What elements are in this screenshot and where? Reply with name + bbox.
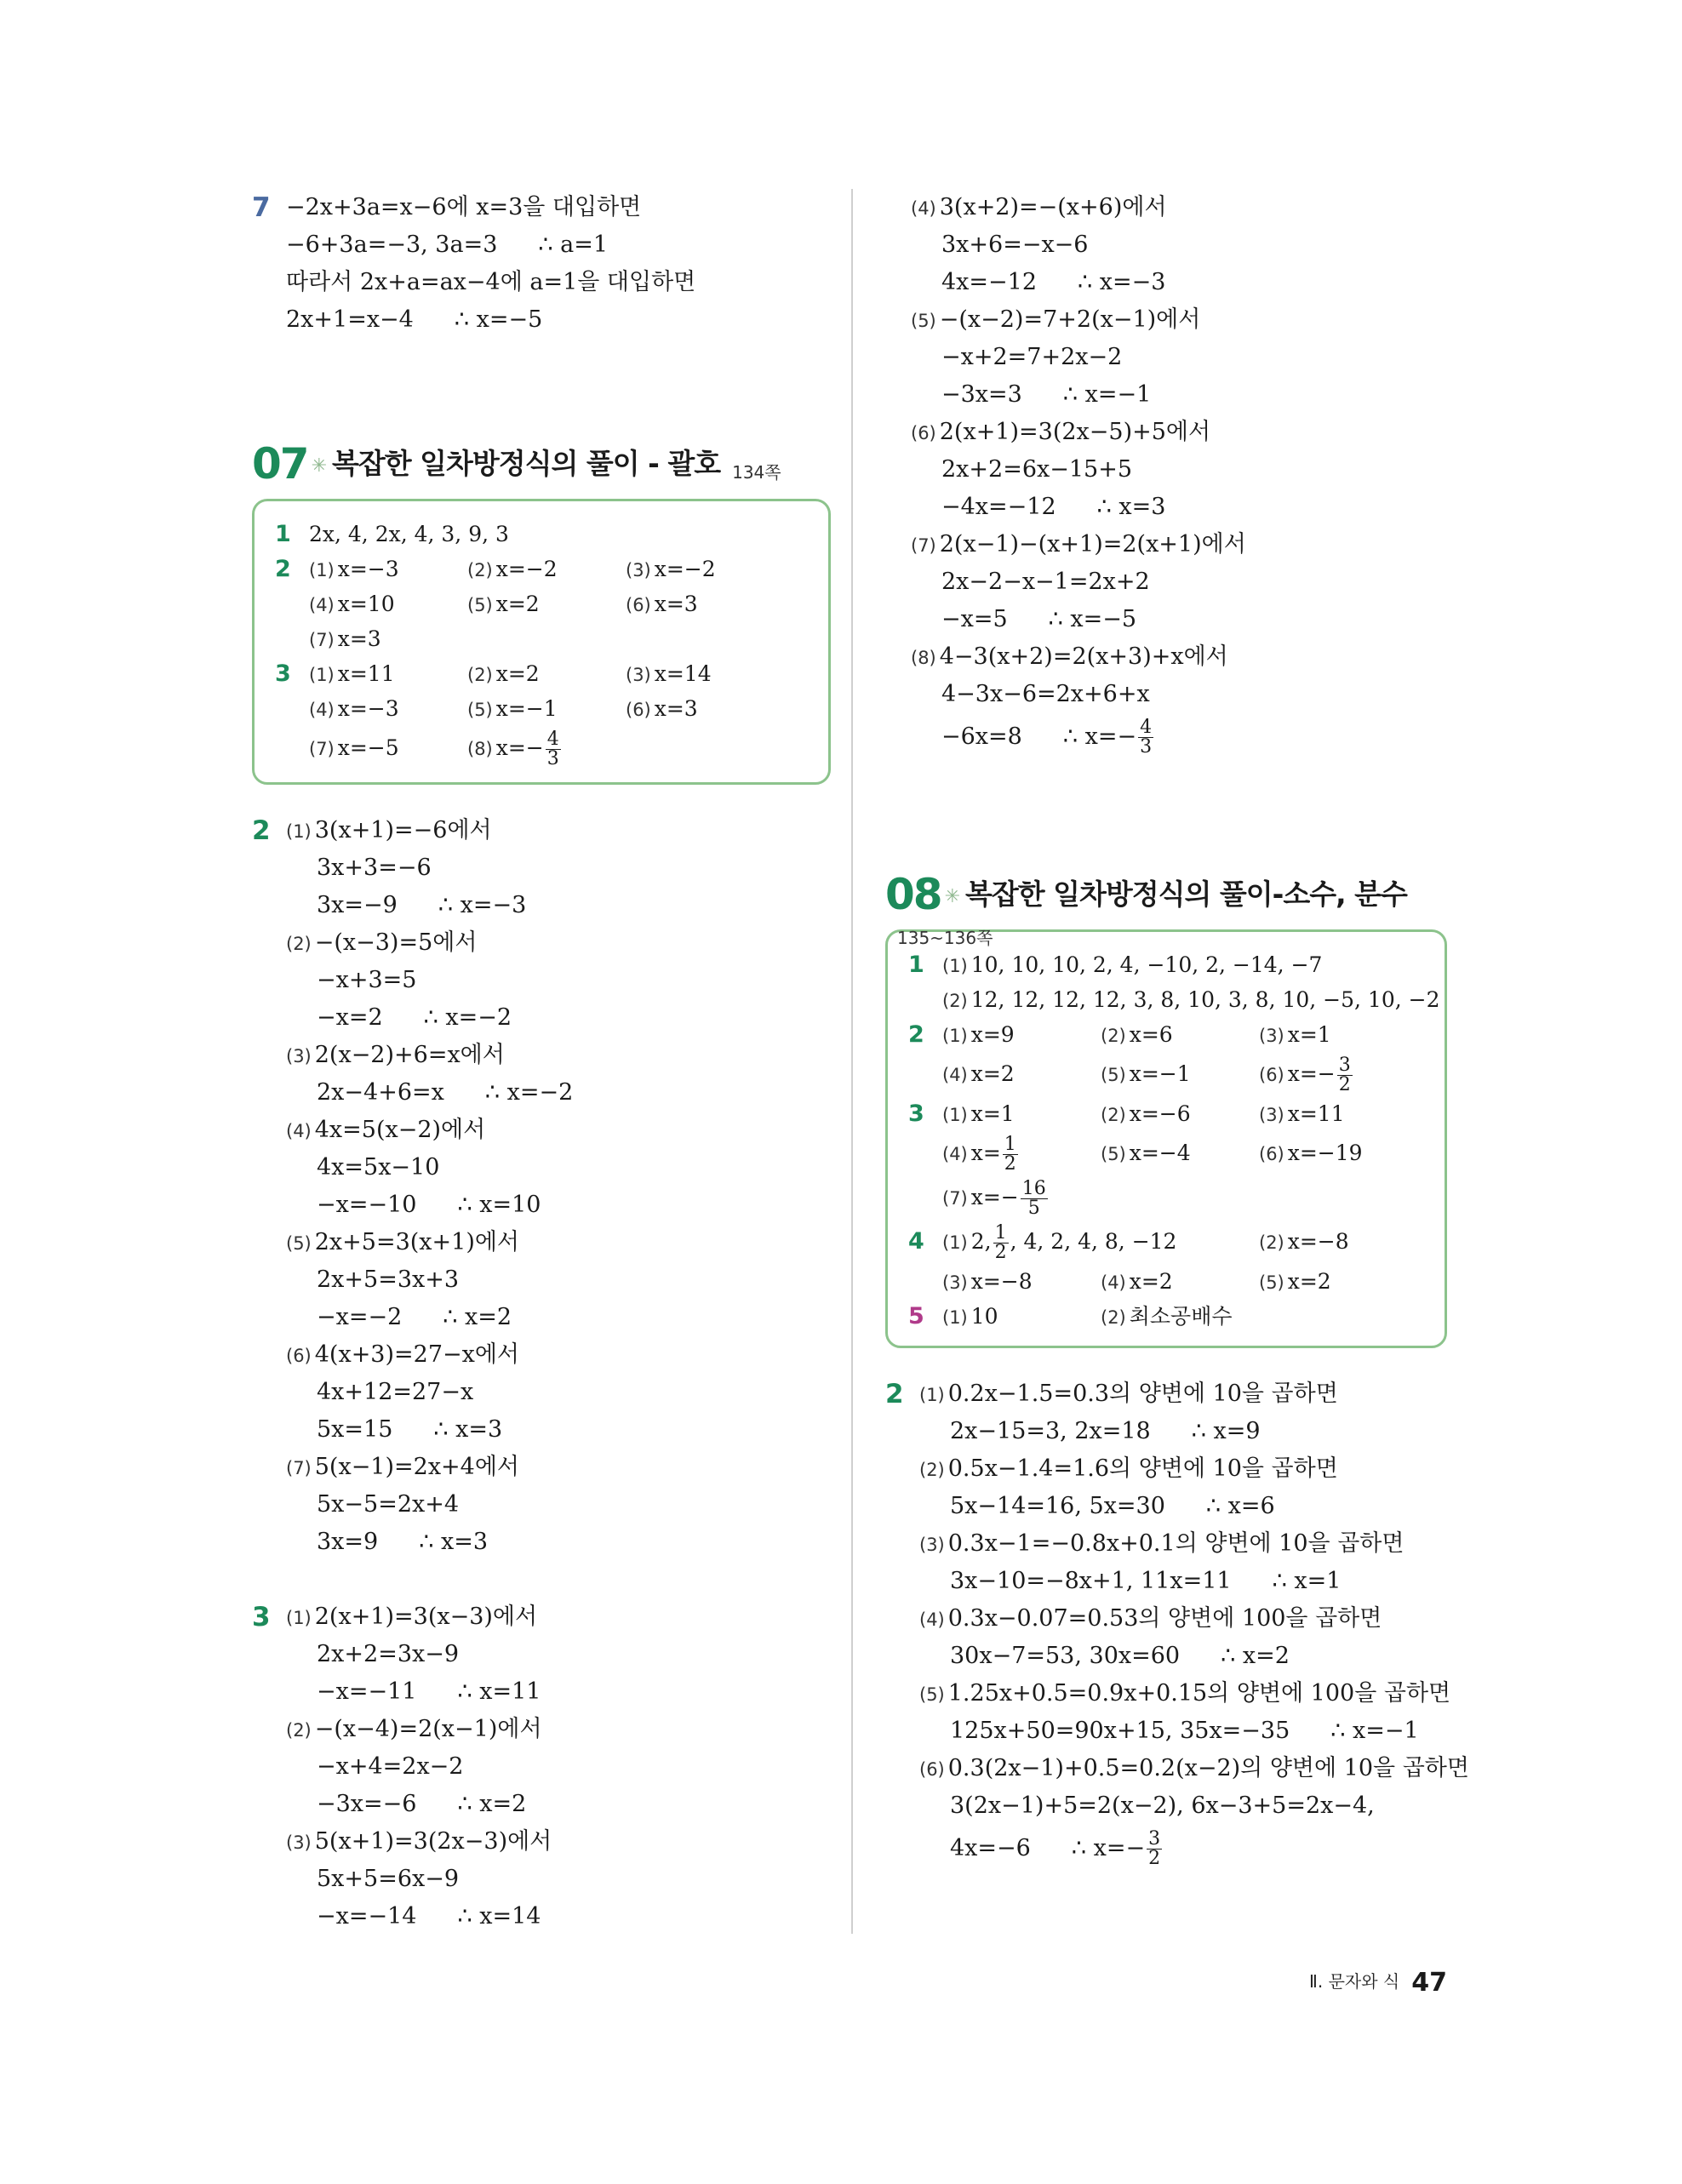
answer-row: 2 (1) x=−3 (2) x=−2 (3) x=−2 xyxy=(275,556,716,582)
answer-box-07 xyxy=(252,499,831,785)
section-title: 복잡한 일차방정식의 풀이 - 괄호 xyxy=(332,447,721,480)
problem-number: 2 xyxy=(252,815,271,846)
answer-row: (4) x= $\frac{1}{2}$ (5) x=−4 (6) x=−19 xyxy=(942,1134,1363,1175)
section-number: 08 xyxy=(885,870,941,919)
line: −2x+3a=x−6에 x=3을 대입하면 xyxy=(286,194,642,220)
section-number: 07 xyxy=(252,439,308,489)
fraction: $\frac{3}{2}$ xyxy=(1148,1828,1161,1869)
star-icon: ✳ xyxy=(944,886,961,907)
page-number: 47 xyxy=(1411,1968,1447,1998)
answer-row: 1 2x, 4, 2x, 4, 3, 9, 3 xyxy=(275,521,509,547)
fraction: $\frac{1}{2}$ xyxy=(1004,1134,1016,1175)
fraction: $\frac{3}{2}$ xyxy=(1338,1055,1351,1095)
answer-row: 2 (1) x=9 (2) x=6 (3) x=1 xyxy=(908,1021,1331,1048)
answer-row: (7) x=−5 (8) x=− $\frac{4}{3}$ xyxy=(309,729,559,769)
answer-row: (4) x=10 (5) x=2 (6) x=3 xyxy=(309,592,698,616)
page-reference: 135~136쪽 xyxy=(897,928,993,948)
line: 2x+1=x−4 ∴ x=−5 xyxy=(286,306,543,333)
answer-row: 3 (1) x=11 (2) x=2 (3) x=14 xyxy=(275,660,712,687)
section-08-header xyxy=(885,865,1447,948)
answer-row: (2) 12, 12, 12, 12, 3, 8, 10, 3, 8, 10, −5, 10, −2 xyxy=(942,987,1440,1012)
page-footer xyxy=(1294,1968,1447,1998)
solution-07-2: 2 (1) 3(x+1)=−6에서 3x+3=−6 3x=−9 ∴ x=−3 (2) −(x−3)=5에서 −x+3=5 −x=2 ∴ x=−2 (3) 2(x−2)+6=x에서 2x−4+6=x ∴ x=−2 (4) 4x=5(x−2)에서 4x=5x−10 −x=−10 ∴ x=10 (5) 2x+5=3(x+1)에서 2x+5=3x+3 −x=−2 ∴ x=2 (6) 4(x+3)=27−x에서 4x+12=27−x 5x=15 ∴ x=3 (7) 5(x−1)=2x+4에서 5x−5=2x+4 3x=9 ∴ x=3 xyxy=(252,812,831,1561)
line: 따라서 2x+a=ax−4에 a=1을 대입하면 xyxy=(286,269,696,295)
line: −6+3a=−3, 3a=3 ∴ a=1 xyxy=(286,232,609,258)
fraction: $\frac{16}{5}$ xyxy=(1021,1178,1046,1219)
answer-row: 1 (1) 10, 10, 10, 2, 4, −10, 2, −14, −7 xyxy=(908,952,1323,978)
answer-row: (7) x=3 xyxy=(309,626,381,651)
problem-number: 3 xyxy=(252,1602,271,1632)
solution-07-3-cont: (4) 3(x+2)=−(x+6)에서 3x+6=−x−6 4x=−12 ∴ x=−3 (5) −(x−2)=7+2(x−1)에서 −x+2=7+2x−2 −3x=3 ∴ x=−1 (6) 2(x+1)=3(2x−5)+5에서 2x+2=6x−15+5 −4x=−12 ∴ x=3 (7) 2(x−1)−(x+1)=2(x+1)에서 2x−2−x−1=2x+2 −x=5 ∴ x=−5 (8) 4−3(x+2)=2(x+3)+x에서 4−3x−6=2x+6+x −6x=8 ∴ x=− $\frac{4}{3}$ xyxy=(911,194,1246,758)
right-column xyxy=(885,189,1469,1872)
answer-row: (4) x=2 (5) x=−1 (6) x=− $\frac{3}{2}$ xyxy=(942,1055,1351,1095)
answer-box-08 xyxy=(885,929,1447,1348)
answer-row: (3) x=−8 (4) x=2 (5) x=2 xyxy=(942,1269,1331,1294)
fraction: $\frac{4}{3}$ xyxy=(1140,717,1153,758)
answer-row: 4 (1) 2, $\frac{1}{2}$ , 4, 2, 4, 8, −12 (2) x=−8 xyxy=(908,1222,1349,1263)
answer-row: 3 (1) x=1 (2) x=−6 (3) x=11 xyxy=(908,1101,1345,1127)
problem-7 xyxy=(252,189,831,339)
solution-07-3: 3 (1) 2(x+1)=3(x−3)에서 2x+2=3x−9 −x=−11 ∴ x=11 (2) −(x−4)=2(x−1)에서 −x+4=2x−2 −3x=−6 ∴ x=2 (3) 5(x+1)=3(2x−3)에서 5x+5=6x−9 −x=−14 ∴ x=14 xyxy=(252,1598,831,1935)
left-column xyxy=(252,189,831,1935)
chapter-label: Ⅱ. 문자와 식 xyxy=(1309,1971,1400,1992)
section-title: 복잡한 일차방정식의 풀이-소수, 분수 xyxy=(965,878,1407,911)
answer-row: (4) x=−3 (5) x=−1 (6) x=3 xyxy=(309,696,698,721)
answer-row: 5 (1) 10 (2) 최소공배수 xyxy=(908,1303,1233,1329)
problem-number: 7 xyxy=(252,192,271,223)
star-icon: ✳ xyxy=(311,455,328,477)
column-divider xyxy=(851,189,853,1934)
solution-08-2: 2 (1) 0.2x−1.5=0.3의 양변에 10을 곱하면 2x−15=3, 2x=18 ∴ x=9 (2) 0.5x−1.4=1.6의 양변에 10을 곱하면 5x−14=16, 5x=30 ∴ x=6 (3) 0.3x−1=−0.8x+0.1의 양변에 10을 곱하면 3x−10=−8x+1, 11x=11 ∴ x=1 (4) 0.3x−0.07=0.53의 양변에 100을 곱하면 30x−7=53, 30x=60 ∴ x=2 (5) 1.25x+0.5=0.9x+0.15의 양변에 100을 곱하면 125x+50=90x+15, 35x=−35 ∴ x=−1 (6) 0.3(2x−1)+0.5=0.2(x−2)의 양변에 10을 곱하면 3(2x−1)+5=2(x−2), 6x−3+5=2x−4, 4x=−6 ∴ x=− $\frac{3}{2}$ xyxy=(885,1375,1447,1872)
page-reference: 134쪽 xyxy=(732,462,781,483)
answer-row: (7) x=− $\frac{16}{5}$ xyxy=(942,1178,1046,1219)
fraction: $\frac{4}{3}$ xyxy=(546,729,559,769)
problem-number: 2 xyxy=(885,1379,904,1409)
fraction: $\frac{1}{2}$ xyxy=(994,1222,1007,1263)
section-07-header xyxy=(252,434,831,494)
